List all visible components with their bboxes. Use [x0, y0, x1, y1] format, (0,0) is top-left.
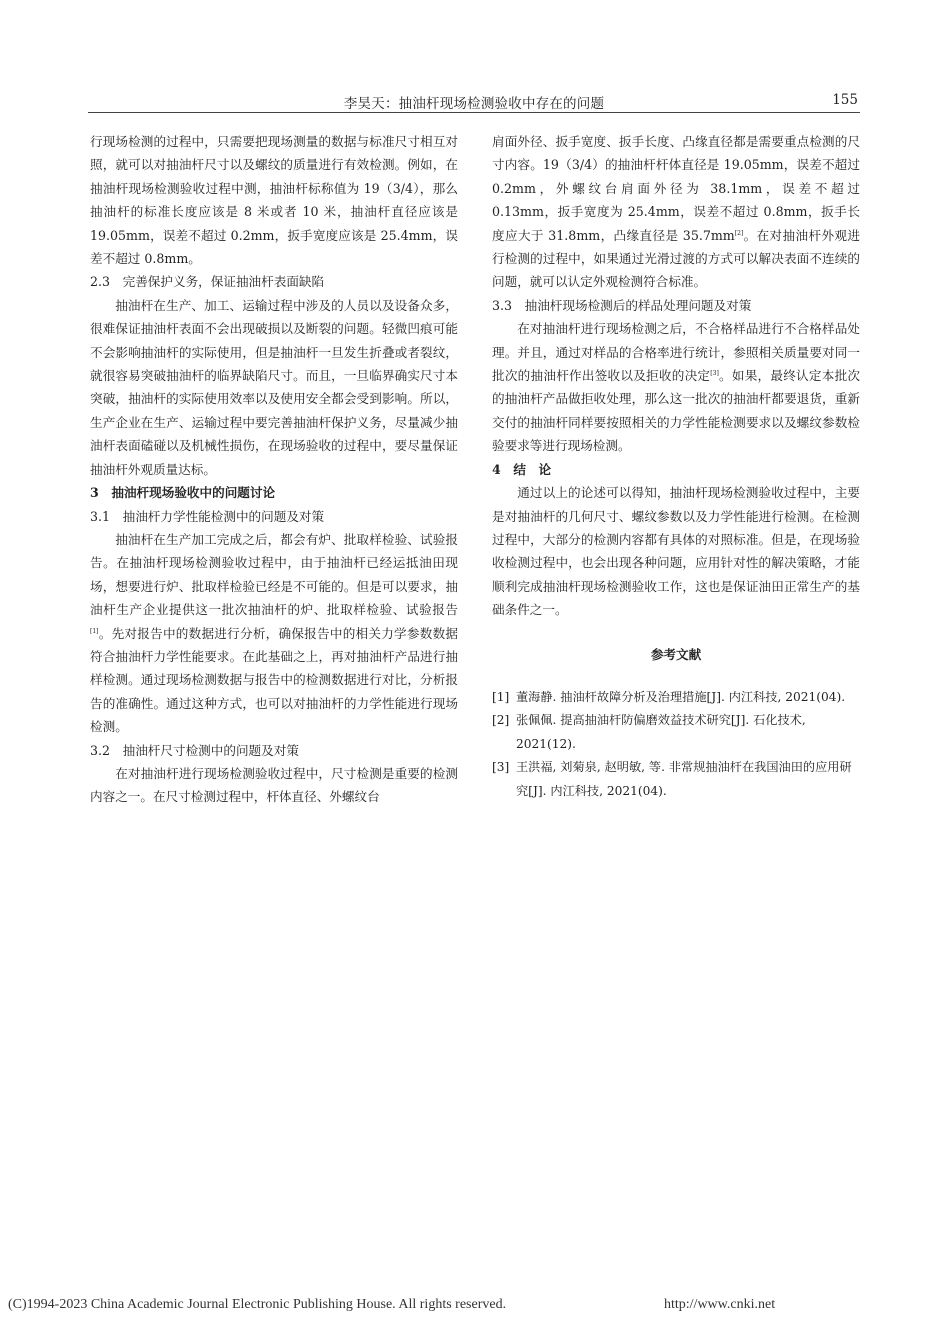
running-header — [88, 90, 860, 113]
paragraph-dimension-continued: 肩面外径、扳手宽度、扳手长度、凸缘直径都是需要重点检测的尺寸内容。19（3/4）的抽油杆杆体直径是 19.05mm，误差不超过 0.2mm，外螺纹台肩面外径为 38.1mm，误差不超过 0.13mm，扳手宽度为 25.4mm，误差不超过 0.8mm，扳手长度应大于 31.8mm，凸缘直径是 35.7mm[2]。在对抽油杆外观进行检测的过程中，如果通过光滑过渡的方式可以解决表面不连续的问题，就可以认定外观检测符合标准。 — [492, 134, 860, 290]
section-heading-3-2: 3.2 抽油杆尺寸检测中的问题及对策 — [90, 742, 299, 758]
paragraph-surface-protection: 抽油杆在生产、加工、运输过程中涉及的人员以及设备众多，很难保证抽油杆表面不会出现破损以及断裂的问题。轻微凹痕可能不会影响抽油杆的实际使用，但是抽油杆一旦发生折叠或者裂纹，就很容易突破抽油杆的临界缺陷尺寸。而且，一旦临界确实尺寸本突破，抽油杆的实际使用效率以及使用安全都会受到影响。所以，生产企业在生产、运输过程中要完善抽油杆保护义务，尽量减少抽油杆表面磕碰以及机械性损伤，在现场验收的过程中，要尽量保证抽油杆外观质量达标。 — [90, 297, 458, 477]
citation-3[interactable]: [3] — [710, 370, 719, 378]
reference-item — [492, 756, 860, 803]
reference-text: 张佩佩. 提高抽油杆防偏磨效益技术研究[J]. 石化技术, 2021(12). — [516, 713, 806, 751]
section-heading-4: 4 结 论 — [492, 461, 552, 477]
reference-number: [1] — [492, 689, 510, 704]
reference-item — [492, 686, 860, 709]
copyright-footer — [8, 1297, 942, 1313]
section-heading-2-3: 2.3 完善保护义务，保证抽油杆表面缺陷 — [90, 274, 325, 290]
reference-number: [2] — [492, 713, 510, 728]
paragraph-dimension-testing: 在对抽油杆进行现场检测验收过程中，尺寸检测是重要的检测内容之一。在尺寸检测过程中，杆体直径、外螺纹台 — [90, 765, 458, 805]
paragraph-mechanical-testing: 抽油杆在生产加工完成之后，都会有炉、批取样检验、试验报告。在抽油杆现场检测验收过程中，由于抽油杆已经运抵油田现场，想要进行炉、批取样检验已经是不可能的。但是可以要求，抽油杆生产企业提供这一批次抽油杆的炉、批取样检验、试验报告[1]。先对报告中的数据进行分析，确保报告中的相关力学参数数据符合抽油杆力学性能要求。在此基础之上，再对抽油杆产品进行抽样检测。通过现场检测数据与报告中的检测数据进行对比，分析报告的准确性。通过这种方式，也可以对抽油杆的力学性能进行现场检测。 — [90, 531, 458, 735]
reference-list — [492, 686, 860, 803]
paragraph-sample-handling: 在对抽油杆进行现场检测之后，不合格样品进行不合格样品处理。并且，通过对样品的合格率进行统计，参照相关质量要对同一批次的抽油杆作出签收以及拒收的决定[3]。如果，最终认定本批次的抽油杆产品做拒收处理，那么这一批次的抽油杆都要退货，重新交付的抽油杆同样要按照相关的力学性能检测要求以及螺纹参数检验要求等进行现场检测。 — [492, 321, 861, 454]
section-heading-3-3: 3.3 抽油杆现场检测后的样品处理问题及对策 — [492, 297, 752, 313]
paragraph-conclusion: 通过以上的论述可以得知，抽油杆现场检测验收过程中，主要是对抽油杆的几何尺寸、螺纹参数以及力学性能进行检测。在检测过程中，大部分的检测内容都有具体的对照标准。但是，在现场验收检测过程中，也会出现各种问题，应用针对性的解决策略，才能顺利完成抽油杆现场检测验收工作，这也是保证油田正常生产的基础条件之一。 — [492, 485, 860, 618]
paragraph-continued: 行现场检测的过程中，只需要把现场测量的数据与标准尺寸相互对照，就可以对抽油杆尺寸以及螺纹的质量进行有效检测。例如，在抽油杆现场检测验收过程中测，抽油杆标称值为 19（3/4），那么抽油杆的标准长度应该是 8 米或者 10 米，抽油杆直径应该是 19.05mm，误差不超过 0.2mm，扳手宽度应该是 25.4mm，误差不超过 0.8mm。 — [90, 134, 458, 267]
reference-item — [492, 709, 860, 756]
reference-number: [3] — [492, 760, 510, 775]
reference-text: 王洪福, 刘菊泉, 赵明敏, 等. 非常规抽油杆在我国油田的应用研究[J]. 内江科技, 2021(04). — [516, 760, 852, 798]
citation-1[interactable]: [1] — [90, 627, 99, 635]
running-title: 李昊天：抽油杆现场检测验收中存在的问题 — [343, 96, 605, 112]
copyright-text: (C)1994-2023 China Academic Journal Electronic Publishing House. All rights reserved. — [8, 1297, 507, 1312]
left-column — [90, 130, 458, 809]
citation-2[interactable]: [2] — [734, 229, 744, 237]
cnki-link[interactable]: http://www.cnki.net — [664, 1297, 776, 1312]
section-heading-3: 3 抽油杆现场验收中的问题讨论 — [90, 485, 276, 501]
section-heading-3-1: 3.1 抽油杆力学性能检测中的问题及对策 — [90, 508, 325, 524]
page-number: 155 — [832, 92, 858, 108]
references-title: 参考文献 — [650, 646, 702, 662]
reference-text: 董海静. 抽油杆故障分析及治理措施[J]. 内江科技, 2021(04). — [516, 689, 846, 704]
right-column — [492, 130, 860, 803]
